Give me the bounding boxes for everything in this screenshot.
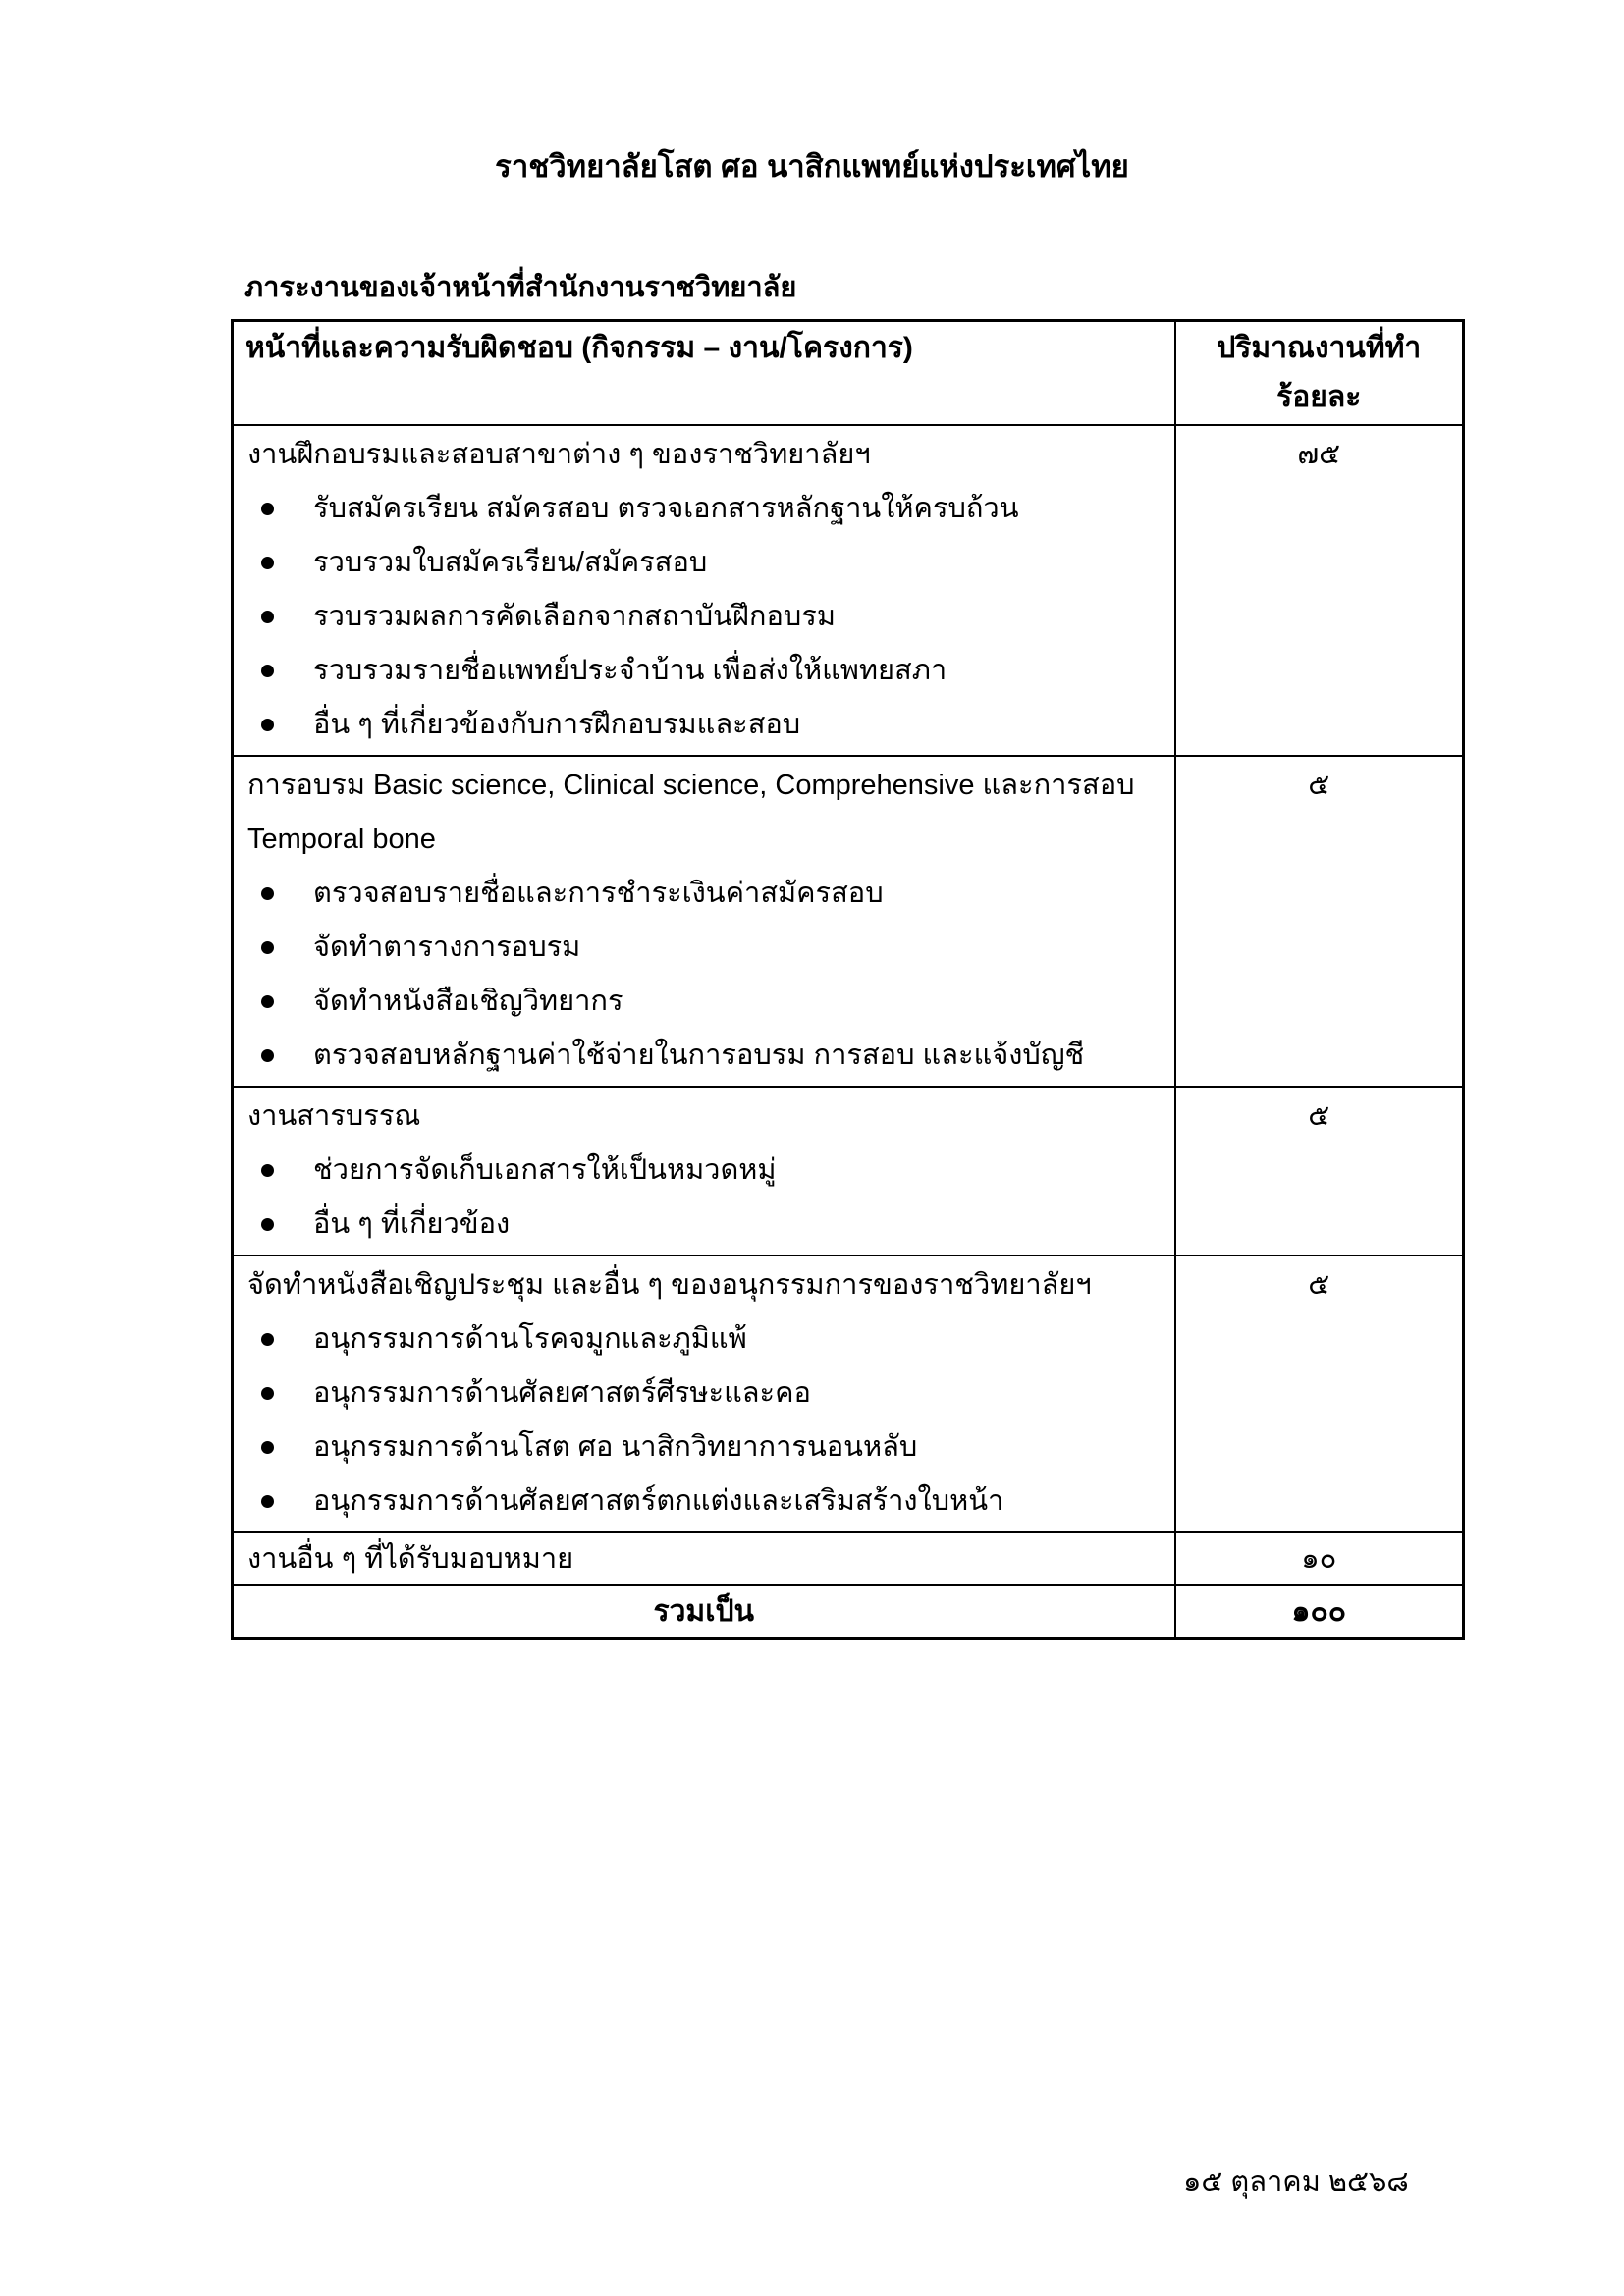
bullet-icon — [261, 503, 274, 515]
bullet-item — [247, 867, 1161, 921]
task-cell — [233, 1255, 1175, 1532]
bullet-text: อนุกรรมการด้านโรคจมูกและภูมิแพ้ — [313, 1323, 747, 1355]
task-title: งานสารบรรณ — [247, 1100, 421, 1132]
bullet-text: ตรวจสอบรายชื่อและการชำระเงินค่าสมัครสอบ — [313, 878, 884, 909]
task-cell — [233, 1087, 1175, 1255]
bullet-text: รวบรวมผลการคัดเลือกจากสถาบันฝึกอบรม — [313, 601, 836, 632]
bullet-item — [247, 1312, 1161, 1366]
workload-table — [231, 319, 1465, 1640]
task-cell — [233, 1532, 1175, 1585]
table-row — [233, 425, 1464, 756]
total-label: รวมเป็น — [233, 1585, 1175, 1639]
table-total-row — [233, 1585, 1464, 1639]
bullet-item — [247, 482, 1161, 536]
bullet-item — [247, 1029, 1161, 1083]
bullet-icon — [261, 1218, 274, 1231]
bullet-icon — [261, 1495, 274, 1508]
task-title: จัดทำหนังสือเชิญประชุม และอื่น ๆ ของอนุกรรมการของราชวิทยาลัยฯ — [247, 1269, 1092, 1301]
bullet-text: จัดทำหนังสือเชิญวิทยากร — [313, 986, 623, 1017]
bullet-item — [247, 921, 1161, 975]
table-row — [233, 1087, 1464, 1255]
bullet-text: อนุกรรมการด้านศัลยศาสตร์ตกแต่งและเสริมสร้างใบหน้า — [313, 1485, 1004, 1517]
bullet-item — [247, 536, 1161, 590]
bullet-item — [247, 1474, 1161, 1528]
task-cell — [233, 425, 1175, 756]
bullet-text: จัดทำตารางการอบรม — [313, 932, 581, 963]
workload-value: ๕ — [1175, 756, 1464, 1087]
bullet-text: ตรวจสอบหลักฐานค่าใช้จ่ายในการอบรม การสอบ และแจ้งบัญชี — [313, 1040, 1085, 1071]
table-header-row — [233, 321, 1464, 426]
document-title: ราชวิทยาลัยโสต ศอ นาสิกแพทย์แห่งประเทศไทย — [495, 149, 1129, 184]
bullet-text: รวบรวมใบสมัครเรียน/สมัครสอบ — [313, 547, 708, 578]
bullet-icon — [261, 1441, 274, 1454]
bullet-text: รวบรวมรายชื่อแพทย์ประจำบ้าน เพื่อส่งให้แพทยสภา — [313, 655, 947, 686]
bullet-item — [247, 1144, 1161, 1198]
bullet-text: อนุกรรมการด้านศัลยศาสตร์ศีรษะและคอ — [313, 1377, 811, 1409]
task-title: งานอื่น ๆ ที่ได้รับมอบหมาย — [247, 1543, 574, 1575]
bullet-icon — [261, 941, 274, 954]
bullet-icon — [261, 1164, 274, 1177]
bullet-text: อนุกรรมการด้านโสต ศอ นาสิกวิทยาการนอนหลับ — [313, 1431, 918, 1463]
bullet-icon — [261, 995, 274, 1008]
bullet-icon — [261, 887, 274, 900]
bullet-icon — [261, 665, 274, 677]
bullet-item — [247, 975, 1161, 1029]
bullet-icon — [261, 1387, 274, 1400]
bullet-text: ช่วยการจัดเก็บเอกสารให้เป็นหมวดหมู่ — [313, 1154, 777, 1186]
workload-value: ๗๕ — [1175, 425, 1464, 756]
bullet-icon — [261, 1333, 274, 1346]
bullet-item — [247, 698, 1161, 752]
total-workload-value: ๑๐๐ — [1175, 1585, 1464, 1639]
table-row — [233, 756, 1464, 1087]
bullet-icon — [261, 557, 274, 569]
bullet-item — [247, 590, 1161, 644]
bullet-icon — [261, 719, 274, 731]
bullet-item — [247, 644, 1161, 698]
bullet-text: อื่น ๆ ที่เกี่ยวข้อง — [313, 1208, 511, 1240]
bullet-item — [247, 1420, 1161, 1474]
table-row — [233, 1532, 1464, 1585]
task-title: งานฝึกอบรมและสอบสาขาต่าง ๆ ของราชวิทยาลัยฯ — [247, 439, 871, 470]
column-header-task: หน้าที่และความรับผิดชอบ (กิจกรรม – งาน/โครงการ) — [233, 321, 1175, 426]
bullet-text: อื่น ๆ ที่เกี่ยวข้องกับการฝึกอบรมและสอบ — [313, 709, 801, 740]
footer-date: ๑๕ ตุลาคม ๒๕๖๘ — [1183, 2166, 1409, 2198]
column-header-workload: ปริมาณงานที่ทำร้อยละ — [1175, 321, 1464, 426]
task-cell — [233, 756, 1175, 1087]
bullet-item — [247, 1366, 1161, 1420]
workload-value: ๑๐ — [1175, 1532, 1464, 1585]
bullet-icon — [261, 1049, 274, 1062]
section-heading: ภาระงานของเจ้าหน้าที่สำนักงานราชวิทยาลัย — [244, 272, 797, 303]
task-title: การอบรม Basic science, Clinical science, Comprehensive และการสอบ Temporal bone — [247, 770, 1135, 855]
bullet-text: รับสมัครเรียน สมัครสอบ ตรวจเอกสารหลักฐานให้ครบถ้วน — [313, 493, 1019, 524]
workload-value: ๕ — [1175, 1087, 1464, 1255]
table-row — [233, 1255, 1464, 1532]
bullet-icon — [261, 611, 274, 623]
workload-value: ๕ — [1175, 1255, 1464, 1532]
bullet-item — [247, 1198, 1161, 1252]
